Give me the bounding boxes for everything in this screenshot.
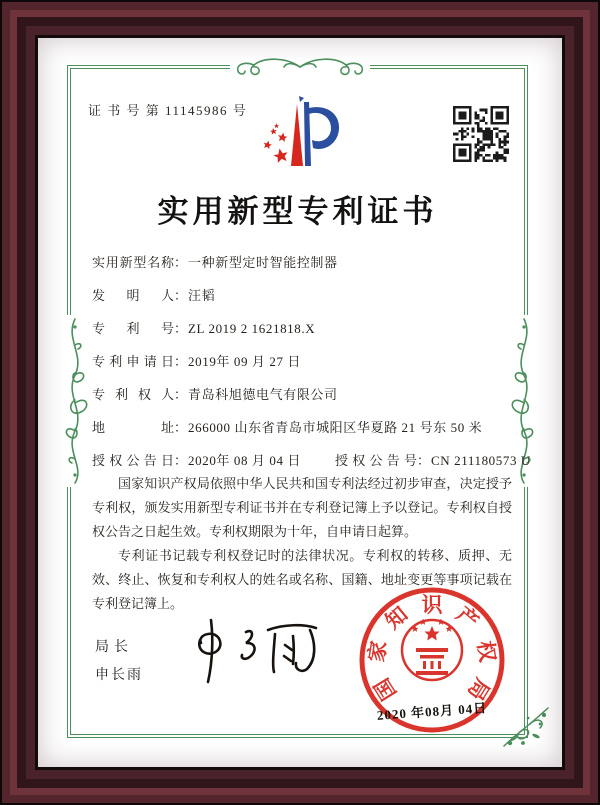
field-row-inventor xyxy=(92,285,215,304)
colon xyxy=(174,387,187,402)
field-value: 266000 山东省青岛市城阳区华夏路 21 号东 50 米 xyxy=(188,420,483,435)
notice-paragraph-1: 国家知识产权局依照中华人民共和国专利法经过初步审查，决定授予专利权，颁发实用新型专利证书并在专利登记簿上予以登记。专利权自授权公告之日起生效。专利权期限为十年，自申请日起算。 xyxy=(92,476,512,539)
field-label: 授权公告号 xyxy=(335,453,418,468)
flourish-ornament-top xyxy=(230,52,370,82)
colon xyxy=(174,420,187,435)
field-pair xyxy=(335,453,531,468)
field-label: 发明人 xyxy=(92,288,174,303)
colon xyxy=(174,288,187,303)
field-value: CN 211180573 U xyxy=(431,453,531,468)
seal-char: 国 xyxy=(369,673,402,705)
notice-paragraph-2: 专利证书记载专利权登记时的法律状况。专利权的转移、质押、无效、终止、恢复和专利权人的姓名或名称、国籍、地址变更等事项记载在专利登记簿上。 xyxy=(92,548,512,611)
field-row-filing-date xyxy=(92,351,301,370)
field-label: 专利权人 xyxy=(92,387,174,402)
seal-char: 家 xyxy=(364,639,392,664)
qr-code xyxy=(453,106,509,162)
field-row-address xyxy=(92,417,482,436)
certificate-number: 证 书 号 第 11145986 号 xyxy=(88,103,248,118)
field-row-patentee xyxy=(92,384,338,403)
certificate-title: 实用新型专利证书 xyxy=(157,194,438,229)
field-label: 地址 xyxy=(92,420,174,435)
field-label: 实用新型名称 xyxy=(92,255,174,270)
colon xyxy=(174,321,187,336)
seal-char: 产 xyxy=(451,601,484,634)
cnipa-logo-icon xyxy=(250,95,355,180)
signer-title: 局长 xyxy=(95,640,133,655)
field-value: 汪韬 xyxy=(188,288,216,303)
field-row-grant xyxy=(92,450,531,469)
seal-date: 2020 年08月 04日 xyxy=(376,700,488,723)
seal-char: 知 xyxy=(380,601,413,634)
colon xyxy=(174,255,187,270)
colon xyxy=(417,453,430,468)
field-label: 专利号 xyxy=(92,321,174,336)
field-value: 一种新型定时智能控制器 xyxy=(188,255,338,270)
field-label: 授权公告日 xyxy=(92,453,174,468)
field-value: 2020年 08 月 04 日 xyxy=(188,453,302,468)
field-row-name xyxy=(92,252,338,271)
signer-name: 申长雨 xyxy=(95,668,143,683)
field-label: 专利申请日 xyxy=(92,354,174,369)
national-emblem-icon xyxy=(402,619,462,681)
field-value: 青岛科旭德电气有限公司 xyxy=(188,387,338,402)
signature-handwriting-icon xyxy=(180,612,330,692)
flourish-ornament-left xyxy=(58,315,92,487)
field-row-patent-no xyxy=(92,318,315,337)
field-value: 2019年 09 月 27 日 xyxy=(188,354,302,369)
seal-char: 权 xyxy=(472,639,500,664)
seal-char: 局 xyxy=(462,673,495,705)
field-value: ZL 2019 2 1621818.X xyxy=(188,321,316,336)
seal-char: 识 xyxy=(421,593,443,617)
colon xyxy=(174,354,187,369)
colon xyxy=(174,453,187,468)
